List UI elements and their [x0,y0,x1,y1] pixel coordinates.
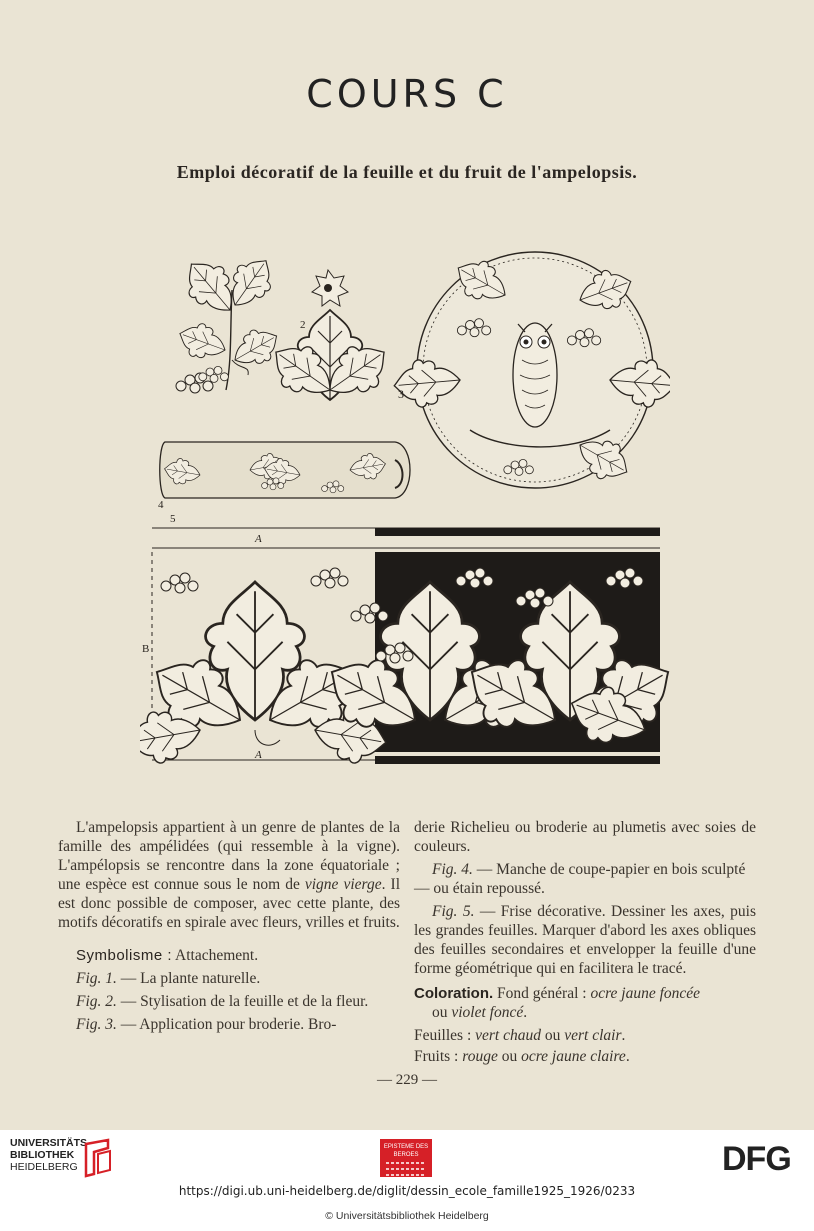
episteme-grid-icon [384,1159,428,1179]
figure-4-knife-handle [158,442,410,511]
dfg-logo[interactable]: DFG [722,1140,791,1178]
figure-5-frieze [140,513,670,768]
left-text-column [58,818,400,1034]
fig1-caption: Fig. 1. — La plante naturelle. [76,970,261,987]
library-logo-icon[interactable] [80,1138,114,1178]
feuilles-line: Feuilles : vert chaud ou vert clair. [414,1027,626,1044]
coloration-line: Coloration. Fond général : ocre jaune foncée [414,985,701,1002]
page-number: — 229 — [377,1072,437,1088]
fruits-line: Fruits : rouge ou ocre jaune claire. [414,1048,630,1065]
axis-b-left: B [142,643,150,655]
figure-2-label: 2 [300,319,306,331]
copyright-notice: © Universitätsbibliothek Heidelberg [325,1210,489,1222]
fig5-caption: Fig. 5. — Frise décorative. Dessiner les axes, puis les grandes feuilles. Marquer d'abord les axes obliques des feuilles secondaires et envelopper la feuille d'une forme géométrique qui en facilitera le tracé. [414,903,756,977]
fig3-caption: Fig. 3. — Application pour broderie. Bro- [76,1016,337,1033]
illustration-plate [140,250,670,775]
symbolisme-line: Symbolisme : Attachement. [76,947,259,964]
figure-3-label: 3 [398,387,404,401]
fig2-caption: Fig. 2. — Stylisation de la feuille et de la fleur. [76,993,369,1010]
page-title: COURS C [306,72,508,116]
intro-paragraph: L'ampelopsis appartient à un genre de plantes de la famille des ampélidées (qui ressemble à la vigne). L'ampélopsis se rencontre dans la zone équatoriale ; une espèce est connue sous le nom de vigne vierge. Il est donc possible de composer, avec cette plante, des motifs décoratifs en spirale avec fleurs, vrilles et fruits. [58,819,401,931]
fig4-caption: Fig. 4. — Manche de coupe-papier en bois sculpté — ou étain repoussé. [414,861,746,897]
figure-1-natural-plant [174,250,285,393]
figure-2-stylised-leaf [262,270,397,409]
permalink-url[interactable]: https://digi.ub.uni-heidelberg.de/diglit/dessin_ecole_famille1925_1926/0233 [178,1184,636,1198]
figure-3-medallion [392,251,670,488]
axis-a-bottom: A [255,749,262,761]
figure-5-label: 5 [170,513,176,525]
figure-4-label: 4 [158,499,164,511]
page-subtitle: Emploi décoratif de la feuille et du fruit de l'ampelopsis. [176,162,638,182]
axis-a-top: A [255,533,262,545]
fig3-continuation: derie Richelieu ou broderie au plumetis avec soies de couleurs. [414,819,756,855]
episteme-logo[interactable]: EPISTEME DES BEROES [380,1139,432,1177]
right-text-column [414,818,756,1066]
library-name[interactable]: UNIVERSITÄTS- BIBLIOTHEK HEIDELBERG [10,1137,91,1173]
coloration-alt: ou violet foncé. [432,1004,528,1021]
